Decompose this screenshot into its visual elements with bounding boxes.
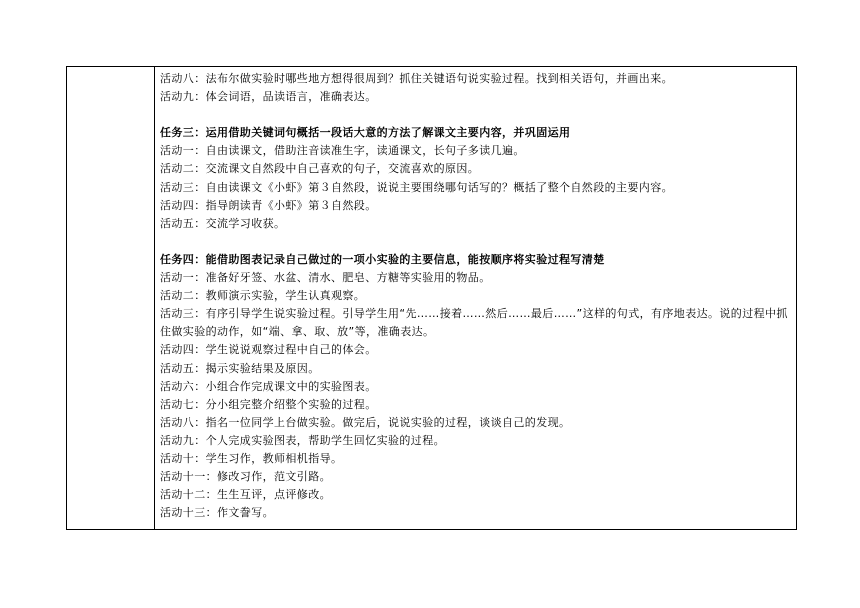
blank-line — [160, 106, 790, 124]
task3-heading: 任务三：运用借助关键词句概括一段话大意的方法了解课文主要内容，并巩固运用 — [160, 126, 571, 140]
activity-line: 活动一：准备好牙签、水盆、清水、肥皂、方糖等实验用的物品。 — [160, 271, 491, 285]
activity-line: 活动五：揭示实验结果及原因。 — [160, 361, 320, 375]
activity-line: 活动十三：作文誊写。 — [160, 506, 274, 520]
activity-line: 活动七：分小组完整介绍整个实验的过程。 — [160, 397, 377, 411]
activity-line: 活动九：体会词语，品读语言，准确表达。 — [160, 90, 377, 104]
task4-heading: 任务四：能借助图表记录自己做过的一项小实验的主要信息，能按顺序将实验过程写清楚 — [160, 252, 605, 266]
activity-line: 活动九：个人完成实验图表，帮助学生回忆实验的过程。 — [160, 433, 445, 447]
activity-line: 活动三：有序引导学生说实验过程。引导学生用“先……接着……然后……最后……”这样的句式，有序地表达。说的过程中抓住做实验的动作，如“端、拿、取、放”等，准确表达。 — [160, 307, 788, 339]
activity-line: 活动二：教师演示实验，学生认真观察。 — [160, 289, 366, 303]
table-content-cell — [160, 70, 790, 522]
activity-line: 活动四：学生说说观察过程中自己的体会。 — [160, 343, 377, 357]
activity-line: 活动三：自由读课文《小虾》第３自然段，说说主要围绕哪句话写的？概括了整个自然段的主要内容。 — [160, 180, 673, 194]
lesson-table — [66, 66, 797, 530]
activity-line: 活动十二：生生互评，点评修改。 — [160, 488, 331, 502]
activity-line: 活动八：指名一位同学上台做实验。做完后，说说实验的过程，谈谈自己的发现。 — [160, 415, 571, 429]
activity-line: 活动八：法布尔做实验时哪些地方想得很周到？抓住关键语句说实验过程。找到相关语句，并画出来。 — [160, 72, 673, 85]
blank-line — [160, 233, 790, 251]
activity-line: 活动十：学生习作，教师相机指导。 — [160, 451, 343, 465]
activity-line: 活动五：交流学习收获。 — [160, 216, 286, 230]
activity-line: 活动十一：修改习作，范文引路。 — [160, 470, 331, 484]
activity-line: 活动一：自由读课文，借助注音读准生字，读通课文，长句子多读几遍。 — [160, 144, 525, 158]
activity-line: 活动六：小组合作完成课文中的实验图表。 — [160, 379, 377, 393]
table-left-column — [67, 67, 155, 529]
activity-line: 活动四：指导朗读青《小虾》第３自然段。 — [160, 198, 377, 212]
activity-line: 活动二：交流课文自然段中自己喜欢的句子，交流喜欢的原因。 — [160, 162, 480, 176]
